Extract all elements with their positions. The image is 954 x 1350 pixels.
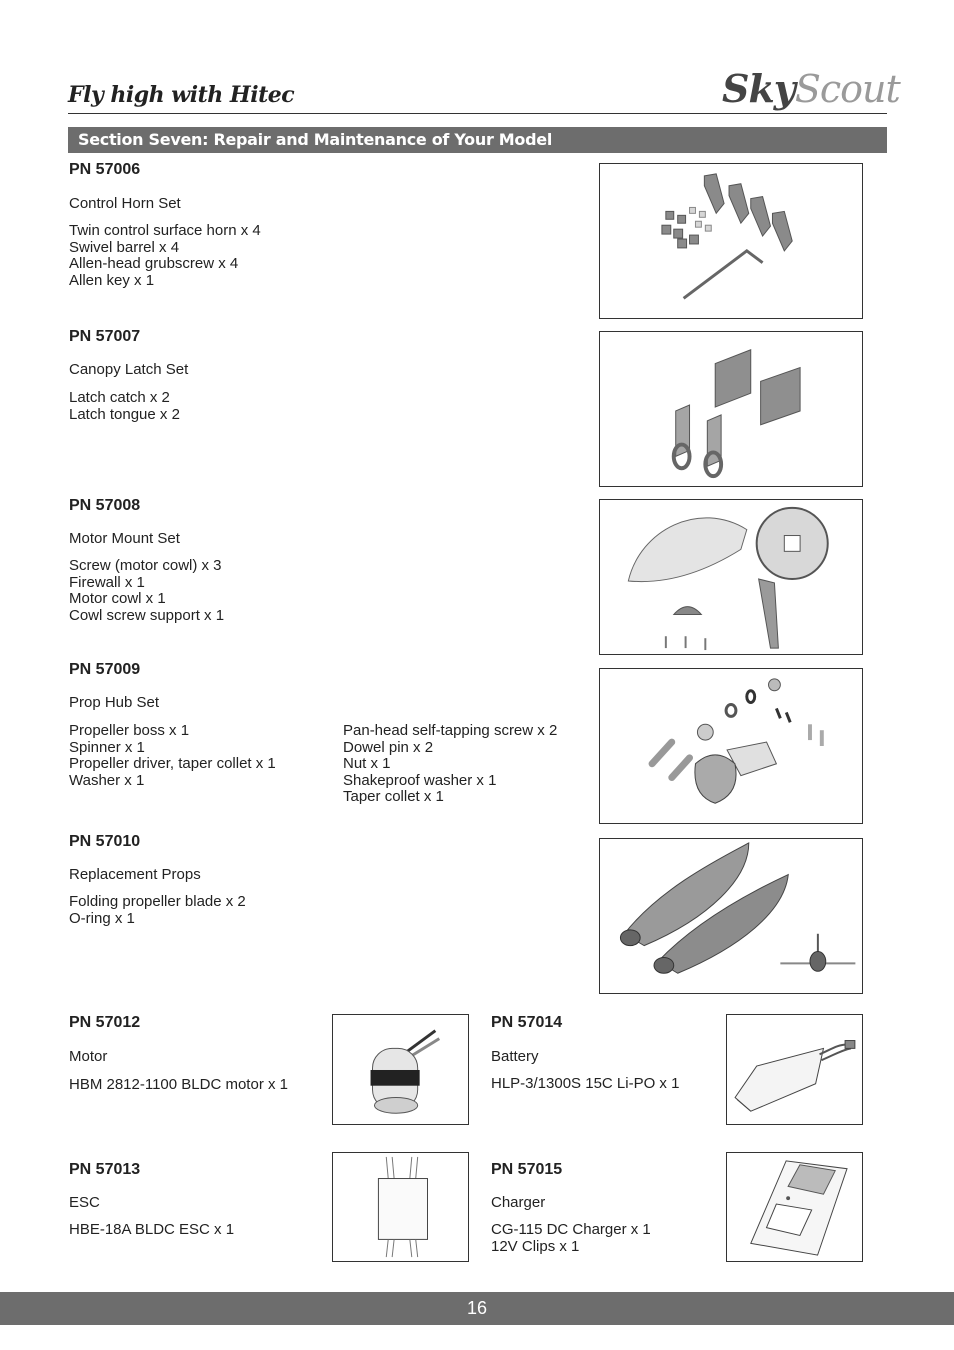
part-items bbox=[69, 223, 261, 289]
part-items bbox=[69, 558, 224, 624]
list-item: Washer x 1 bbox=[69, 771, 145, 789]
list-item: Propeller driver, taper collet x 1 bbox=[69, 755, 276, 772]
list-item: HBM 2812-1100 BLDC motor x 1 bbox=[69, 1076, 288, 1093]
part-name: ESC bbox=[69, 1194, 100, 1211]
list-item: Dowel pin x 2 bbox=[343, 738, 434, 756]
section-title: Section Seven: Repair and Maintenance of Your Model bbox=[68, 127, 887, 153]
logo-scout: Scout bbox=[794, 67, 900, 111]
charger-image bbox=[726, 1152, 863, 1262]
part-name: Motor bbox=[69, 1048, 108, 1065]
prop-hub-set-image bbox=[599, 668, 863, 824]
part-items bbox=[69, 894, 246, 927]
part-items-left bbox=[69, 723, 276, 789]
header-rule bbox=[68, 113, 887, 114]
part-number: PN 57008 bbox=[69, 497, 141, 514]
list-item: Motor cowl x 1 bbox=[69, 590, 166, 607]
part-name: Prop Hub Set bbox=[69, 694, 160, 711]
list-item: Latch tongue x 2 bbox=[69, 405, 180, 423]
list-item: Cowl screw support x 1 bbox=[69, 606, 225, 624]
motor-mount-set-image bbox=[599, 499, 863, 655]
list-item: HBE-18A BLDC ESC x 1 bbox=[69, 1221, 235, 1238]
list-item: Allen key x 1 bbox=[69, 271, 155, 289]
battery-image bbox=[726, 1014, 863, 1125]
part-name: Replacement Props bbox=[69, 866, 201, 883]
list-item: Nut x 1 bbox=[343, 755, 391, 772]
replacement-props-image bbox=[599, 838, 863, 994]
list-item: Screw (motor cowl) x 3 bbox=[69, 557, 222, 574]
part-name: Control Horn Set bbox=[69, 195, 181, 212]
tagline: Fly high with Hitec bbox=[68, 82, 295, 108]
part-name: Motor Mount Set bbox=[69, 530, 180, 547]
list-item: Twin control surface horn x 4 bbox=[69, 222, 261, 239]
list-item: Firewall x 1 bbox=[69, 573, 145, 591]
part-number: PN 57013 bbox=[69, 1161, 141, 1178]
part-name: Canopy Latch Set bbox=[69, 361, 189, 378]
list-item: 12V Clips x 1 bbox=[491, 1237, 580, 1255]
part-items-right bbox=[343, 723, 557, 806]
part-number: PN 57010 bbox=[69, 833, 141, 850]
list-item: Shakeproof washer x 1 bbox=[343, 771, 497, 789]
list-item: Taper collet x 1 bbox=[343, 788, 444, 805]
page-number: 16 bbox=[0, 1292, 954, 1325]
list-item: HLP-3/1300S 15C Li-PO x 1 bbox=[491, 1075, 680, 1092]
part-items bbox=[491, 1076, 679, 1093]
part-number: PN 57006 bbox=[69, 161, 141, 178]
part-items bbox=[69, 1077, 288, 1094]
part-number: PN 57007 bbox=[69, 328, 141, 345]
list-item: Pan-head self-tapping screw x 2 bbox=[343, 722, 558, 739]
part-items bbox=[491, 1222, 651, 1255]
list-item: Propeller boss x 1 bbox=[69, 722, 190, 739]
list-item: Swivel barrel x 4 bbox=[69, 238, 180, 256]
logo-sky: Sky bbox=[722, 66, 795, 111]
part-items bbox=[69, 1222, 234, 1239]
list-item: CG-115 DC Charger x 1 bbox=[491, 1221, 651, 1238]
list-item: Latch catch x 2 bbox=[69, 389, 170, 406]
control-horn-set-image bbox=[599, 163, 863, 319]
part-name: Battery bbox=[491, 1048, 539, 1065]
list-item: O-ring x 1 bbox=[69, 909, 135, 927]
part-items bbox=[69, 390, 180, 423]
canopy-latch-set-image bbox=[599, 331, 863, 487]
list-item: Folding propeller blade x 2 bbox=[69, 893, 246, 910]
motor-image bbox=[332, 1014, 469, 1125]
sky-scout-logo bbox=[722, 66, 900, 111]
part-number: PN 57012 bbox=[69, 1014, 141, 1031]
part-name: Charger bbox=[491, 1194, 546, 1211]
esc-image bbox=[332, 1152, 469, 1262]
part-number: PN 57015 bbox=[491, 1161, 563, 1178]
part-number: PN 57014 bbox=[491, 1014, 563, 1031]
list-item: Allen-head grubscrew x 4 bbox=[69, 255, 239, 272]
part-number: PN 57009 bbox=[69, 661, 141, 678]
list-item: Spinner x 1 bbox=[69, 738, 145, 756]
